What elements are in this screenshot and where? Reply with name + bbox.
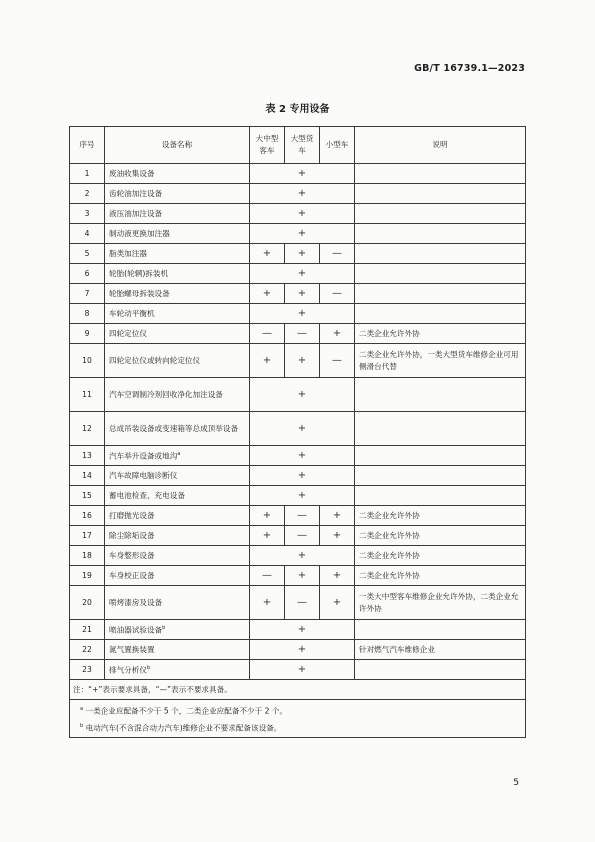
header-large-bus: 大中型客车: [250, 127, 285, 164]
cell-large-bus: +: [250, 586, 285, 620]
cell-desc: [355, 304, 526, 324]
cell-desc: 二类企业允许外协: [355, 506, 526, 526]
equipment-name: 氮气置换装置: [109, 644, 155, 654]
equipment-name: 喷烤漆房及设备: [109, 597, 163, 607]
table-row: [70, 546, 526, 566]
cell-no: 11: [70, 378, 105, 412]
cell-name: [105, 546, 250, 566]
cell-desc: 二类企业允许外协: [355, 546, 526, 566]
table-header-row: [70, 127, 526, 164]
table-caption: 表 2 专用设备: [265, 104, 330, 115]
cell-requirement-all: +: [250, 466, 355, 486]
header-name: 设备名称: [105, 127, 250, 164]
footnote-ref: b: [146, 665, 151, 672]
cell-large-bus: +: [250, 526, 285, 546]
cell-large-bus: +: [250, 506, 285, 526]
table-row: [70, 324, 526, 344]
cell-small-car: —: [320, 344, 355, 378]
cell-no: 5: [70, 244, 105, 264]
equipment-name: 四轮定位仪: [109, 328, 147, 338]
table-row: [70, 378, 526, 412]
cell-small-car: —: [320, 244, 355, 264]
cell-name: [105, 284, 250, 304]
cell-large-bus: +: [250, 344, 285, 378]
cell-requirement-all: +: [250, 412, 355, 446]
cell-large-bus: —: [250, 566, 285, 586]
table-row: [70, 244, 526, 264]
table-row: [70, 164, 526, 184]
cell-no: 1: [70, 164, 105, 184]
cell-desc: [355, 412, 526, 446]
cell-desc: [355, 204, 526, 224]
header-desc: 说明: [355, 127, 526, 164]
equipment-name: 轮胎(轮辋)拆装机: [109, 268, 169, 278]
table-row: [70, 284, 526, 304]
cell-small-car: +: [320, 324, 355, 344]
cell-name: [105, 264, 250, 284]
cell-desc: 二类企业允许外协: [355, 566, 526, 586]
footnotes: [70, 700, 526, 738]
cell-large-truck: —: [285, 586, 320, 620]
table-row: [70, 486, 526, 506]
cell-name: [105, 184, 250, 204]
equipment-name: 废油收集设备: [109, 168, 155, 178]
cell-name: [105, 324, 250, 344]
cell-no: 12: [70, 412, 105, 446]
cell-desc: 二类企业允许外协，一类大型货车维修企业可用侧滑台代替: [355, 344, 526, 378]
cell-no: 3: [70, 204, 105, 224]
cell-name: [105, 224, 250, 244]
cell-requirement-all: +: [250, 304, 355, 324]
equipment-name: 喷油器试验设备: [109, 625, 163, 635]
cell-no: 8: [70, 304, 105, 324]
cell-name: [105, 344, 250, 378]
equipment-name: 汽车故障电脑诊断仪: [109, 470, 178, 480]
cell-name: [105, 446, 250, 466]
footnote-a-mark: a: [80, 705, 84, 712]
cell-desc: [355, 660, 526, 680]
cell-name: [105, 164, 250, 184]
cell-name: [105, 506, 250, 526]
cell-desc: [355, 224, 526, 244]
cell-no: 7: [70, 284, 105, 304]
footnote-ref: a: [177, 451, 181, 458]
cell-desc: [355, 164, 526, 184]
cell-small-car: +: [320, 526, 355, 546]
cell-name: [105, 566, 250, 586]
table-row: [70, 446, 526, 466]
equipment-name: 脂类加注器: [109, 248, 147, 258]
cell-desc: [355, 184, 526, 204]
header-large-truck: 大型货车: [285, 127, 320, 164]
equipment-name: 轮胎螺母拆装设备: [109, 288, 170, 298]
cell-small-car: —: [320, 284, 355, 304]
cell-no: 4: [70, 224, 105, 244]
cell-no: 18: [70, 546, 105, 566]
cell-desc: 一类大中型客车维修企业允许外协，二类企业允许外协: [355, 586, 526, 620]
cell-name: [105, 204, 250, 224]
cell-name: [105, 640, 250, 660]
cell-large-truck: +: [285, 344, 320, 378]
cell-name: [105, 526, 250, 546]
equipment-name: 打磨抛光设备: [109, 510, 155, 520]
equipment-name: 车身整形设备: [109, 550, 155, 560]
table-row: [70, 640, 526, 660]
cell-no: 20: [70, 586, 105, 620]
cell-desc: [355, 466, 526, 486]
cell-large-truck: +: [285, 566, 320, 586]
cell-desc: 针对燃气汽车维修企业: [355, 640, 526, 660]
cell-name: [105, 586, 250, 620]
cell-name: [105, 620, 250, 640]
cell-requirement-all: +: [250, 264, 355, 284]
cell-name: [105, 378, 250, 412]
cell-no: 16: [70, 506, 105, 526]
equipment-name: 制动液更换加注器: [109, 228, 170, 238]
cell-desc: [355, 378, 526, 412]
cell-name: [105, 244, 250, 264]
cell-no: 6: [70, 264, 105, 284]
cell-requirement-all: +: [250, 184, 355, 204]
cell-name: [105, 486, 250, 506]
table-row: [70, 620, 526, 640]
equipment-name: 蓄电池检查、充电设备: [109, 490, 185, 500]
table-row: [70, 506, 526, 526]
cell-small-car: +: [320, 506, 355, 526]
cell-desc: 二类企业允许外协: [355, 324, 526, 344]
note-general: 注：“+”表示要求具备，“—”表示不要求具备。: [70, 680, 526, 700]
header-no: 序号: [70, 127, 105, 164]
table-row: [70, 526, 526, 546]
table-row: [70, 412, 526, 446]
table-row: [70, 204, 526, 224]
cell-name: [105, 412, 250, 446]
cell-name: [105, 660, 250, 680]
table-notes: [70, 680, 526, 738]
cell-desc: [355, 446, 526, 466]
equipment-name: 液压油加注设备: [109, 208, 163, 218]
cell-large-truck: —: [285, 526, 320, 546]
equipment-name: 车身校正设备: [109, 570, 155, 580]
cell-large-bus: +: [250, 244, 285, 264]
equipment-name: 车轮动平衡机: [109, 308, 155, 318]
cell-requirement-all: +: [250, 224, 355, 244]
cell-no: 9: [70, 324, 105, 344]
table-row: [70, 304, 526, 324]
footnote-a: 一类企业应配备不少于 5 个，二类企业应配备不少于 2 个。: [85, 706, 288, 716]
cell-large-truck: +: [285, 244, 320, 264]
equipment-name: 排气分析仪: [109, 665, 147, 675]
footnote-ref: b: [162, 625, 166, 632]
table-row: [70, 344, 526, 378]
cell-no: 15: [70, 486, 105, 506]
cell-desc: [355, 486, 526, 506]
cell-requirement-all: +: [250, 446, 355, 466]
equipment-name: 齿轮油加注设备: [109, 188, 163, 198]
equipment-name: 汽车空调制冷剂回收净化加注设备: [109, 389, 223, 399]
table-row: [70, 466, 526, 486]
cell-large-truck: —: [285, 506, 320, 526]
cell-requirement-all: +: [250, 164, 355, 184]
cell-desc: 二类企业允许外协: [355, 526, 526, 546]
cell-desc: [355, 284, 526, 304]
table-row: [70, 264, 526, 284]
equipment-table: [69, 126, 526, 738]
cell-no: 14: [70, 466, 105, 486]
cell-no: 19: [70, 566, 105, 586]
cell-no: 17: [70, 526, 105, 546]
cell-small-car: +: [320, 566, 355, 586]
cell-desc: [355, 264, 526, 284]
cell-requirement-all: +: [250, 204, 355, 224]
cell-small-car: +: [320, 586, 355, 620]
header-small-car: 小型车: [320, 127, 355, 164]
cell-no: 21: [70, 620, 105, 640]
page-number: 5: [513, 778, 519, 788]
cell-large-truck: —: [285, 324, 320, 344]
table-row: [70, 184, 526, 204]
footnote-b-mark: b: [80, 722, 84, 729]
footnote-b: 电动汽车(不含混合动力汽车)维修企业不要求配备该设备。: [85, 723, 282, 733]
table-row: [70, 224, 526, 244]
equipment-name: 汽车举升设备或地沟: [109, 451, 178, 461]
cell-no: 22: [70, 640, 105, 660]
cell-requirement-all: +: [250, 660, 355, 680]
cell-no: 23: [70, 660, 105, 680]
cell-name: [105, 304, 250, 324]
table-row: [70, 566, 526, 586]
cell-name: [105, 466, 250, 486]
cell-no: 13: [70, 446, 105, 466]
cell-large-bus: +: [250, 284, 285, 304]
cell-requirement-all: +: [250, 486, 355, 506]
cell-no: 2: [70, 184, 105, 204]
cell-desc: [355, 244, 526, 264]
cell-requirement-all: +: [250, 546, 355, 566]
table-row: [70, 660, 526, 680]
standard-number: GB/T 16739.1—2023: [414, 63, 525, 74]
equipment-name: 四轮定位仪或转向轮定位仪: [109, 355, 201, 365]
cell-large-truck: +: [285, 284, 320, 304]
cell-no: 10: [70, 344, 105, 378]
cell-large-bus: —: [250, 324, 285, 344]
cell-desc: [355, 620, 526, 640]
equipment-name: 除尘除垢设备: [109, 530, 155, 540]
table-body: [70, 164, 526, 680]
cell-requirement-all: +: [250, 378, 355, 412]
cell-requirement-all: +: [250, 620, 355, 640]
equipment-name: 总成吊装设备或变速箱等总成顶举设备: [109, 423, 239, 433]
table-row: [70, 586, 526, 620]
cell-requirement-all: +: [250, 640, 355, 660]
